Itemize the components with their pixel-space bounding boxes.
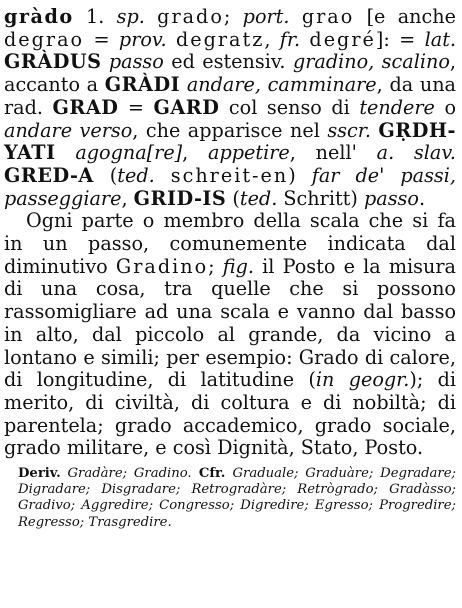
example-word: Gradino — [115, 254, 209, 278]
text-run: ; — [223, 5, 243, 28]
text-run: , nell' — [289, 141, 377, 165]
lang-abbr: port. — [242, 5, 290, 28]
text-run: , da una rad. — [4, 73, 456, 119]
text-run: ; — [208, 254, 223, 278]
lang-abbr: fr. — [279, 27, 301, 51]
lang-abbr: lat. — [424, 27, 457, 51]
gloss: passo — [363, 186, 419, 210]
text-run: = — [118, 95, 154, 119]
sense-number: 1. — [73, 5, 117, 28]
root-word: GRAD — [52, 95, 119, 119]
text-run — [56, 141, 76, 164]
text-run — [180, 73, 187, 96]
cognate-word: grao — [301, 5, 355, 28]
text-run — [290, 5, 302, 28]
gloss: andare verso — [4, 118, 133, 142]
cognate-word: degrao — [4, 27, 85, 51]
text-run: , accanto a — [4, 50, 456, 97]
gloss: tendere — [359, 95, 435, 119]
definition-paragraph — [4, 210, 456, 460]
text-run: ed estensiv. — [163, 50, 293, 74]
cognate-word: grado — [157, 5, 224, 28]
text-run: ( — [93, 163, 118, 187]
gloss: passo — [108, 50, 164, 74]
text-run: [e anche — [354, 5, 456, 28]
gloss: andare, camminare — [186, 73, 377, 97]
text-run: il Posto e la misura di una cosa, tra quelle che si possono rassomigliare ad una scala e vanno dal basso in alto, dal piccolo al grande, da vicino a lontano e simili; per esempio: Grado di calore, di longitudine, di latitudine ( — [4, 254, 456, 392]
headword: gràdo — [4, 5, 74, 28]
root-word: GRED-A — [4, 163, 94, 187]
lang-abbr: ted. — [117, 163, 155, 187]
cognate-word: schreit-en — [170, 163, 289, 187]
text-run: , — [182, 141, 209, 165]
cognate-word: degré — [309, 27, 376, 51]
text-run — [167, 28, 176, 51]
text-run: ]: = — [375, 27, 425, 51]
text-run — [155, 164, 171, 187]
root-word: GARD — [153, 95, 220, 119]
text-run — [101, 50, 108, 73]
text-run: , che apparisce nel — [132, 118, 328, 142]
lang-abbr: a. slav. — [376, 141, 456, 165]
text-run: = — [84, 27, 119, 51]
deriv-label: Deriv. — [18, 466, 61, 482]
sense-label: in geogr. — [315, 368, 410, 392]
gloss: agogna[re] — [75, 141, 183, 165]
text-run: , — [264, 27, 280, 51]
lang-abbr: prov. — [118, 27, 167, 51]
text-run: col senso di — [219, 95, 360, 119]
gloss: far de' passi, passeggiare — [4, 163, 456, 210]
lang-abbr: ted. — [239, 186, 278, 210]
text-run: Ogni parte o membro della scala che si fa in un passo, comunemente indicata dal diminutivo — [4, 209, 456, 278]
derivatives-paragraph — [4, 466, 456, 531]
text-run: ( — [226, 186, 240, 210]
text-run — [61, 466, 68, 481]
text-run: , — [121, 186, 134, 210]
text-run: ); di merito, di civiltà, di coltura e di nobiltà; di parentela; grado accademico, grado sociale, grado militare, e così Dignità, Stato, Posto. — [4, 368, 457, 460]
root-word: GRÀDI — [104, 73, 181, 97]
gloss: appetire — [208, 141, 290, 165]
related-list: Graduale; Graduàre; Degradare; Digradare; Disgradare; Retrogradàre; Retrògrado; Gradàsso; Gradivo; Aggredire; Congresso; Digredire; Egresso; Progredire; Regresso; Trasgredire. — [18, 466, 456, 530]
sense-label: fig. — [222, 254, 254, 278]
gloss: gradino, scalino — [292, 50, 450, 74]
text-run: o — [434, 95, 457, 119]
etymology-paragraph — [4, 6, 456, 210]
text-run: ) — [288, 163, 312, 187]
root-word: GRÀDUS — [4, 50, 102, 74]
text-run — [145, 5, 157, 28]
cognate-word: degratz — [175, 27, 265, 51]
text-run: . — [418, 186, 426, 210]
cfr-label: Cfr. — [191, 466, 233, 482]
lang-abbr: sscr. — [327, 118, 371, 142]
derivative-list: Gradàre; Gradino. — [67, 466, 192, 482]
root-word: GṚDH-YATI — [4, 118, 456, 165]
root-word: GRID-IS — [133, 186, 227, 210]
lang-abbr: sp. — [116, 5, 145, 28]
text-run: Schritt) — [277, 186, 364, 210]
